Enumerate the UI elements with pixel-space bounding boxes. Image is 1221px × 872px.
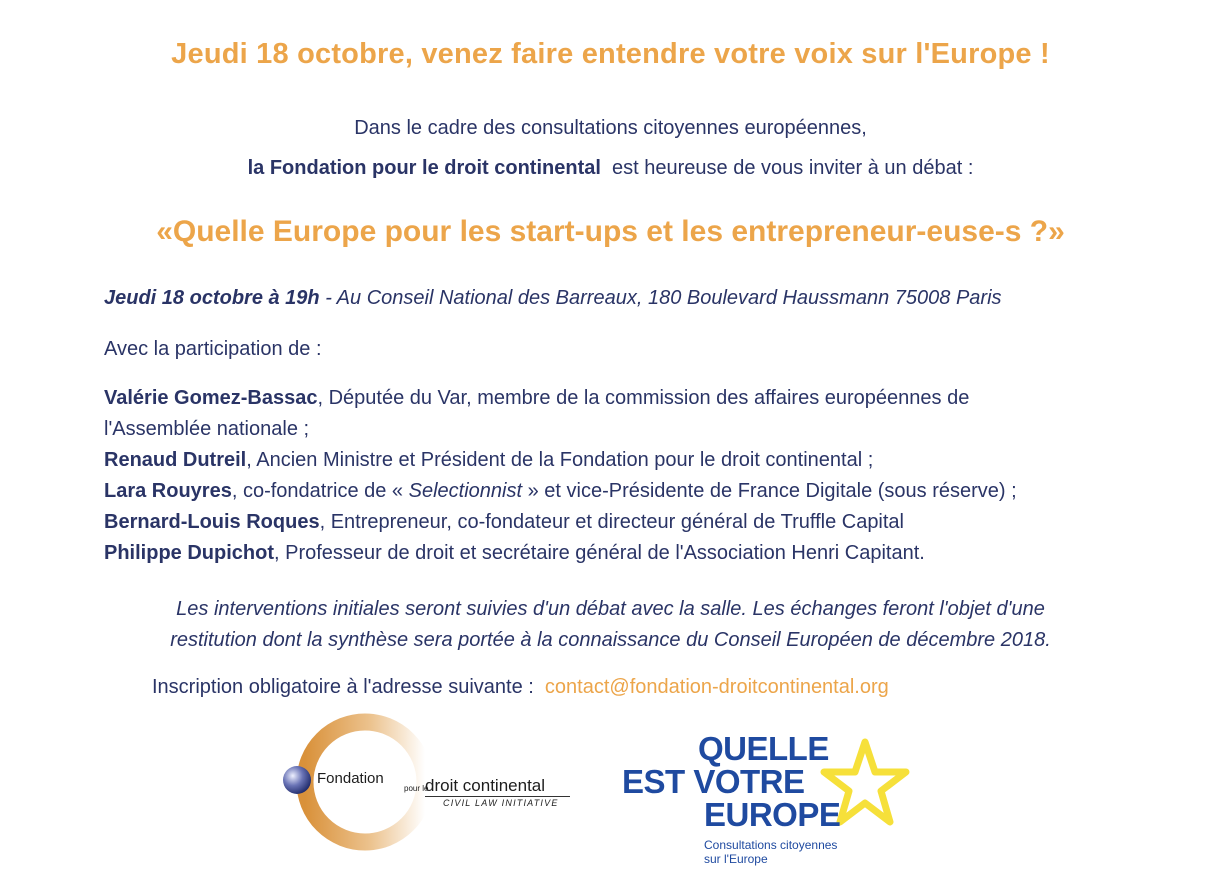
event-date-time: Jeudi 18 octobre à 19h <box>104 287 320 309</box>
participant-desc: , Professeur de droit et secrétaire général de l'Association Henri Capitant. <box>274 542 925 564</box>
participant-name: Renaud Dutreil <box>104 449 247 471</box>
fondation-logo-word: Fondation <box>317 770 384 787</box>
participant-name: Lara Rouyres <box>104 480 232 502</box>
fondation-logo-droit: droit continental <box>425 776 546 795</box>
participant-desc: , Entrepreneur, co-fondateur et directeur général de Truffle Capital <box>319 511 905 533</box>
fondation-logo-pour-le: pour le <box>404 784 429 793</box>
fondation-logo-rule <box>425 796 570 797</box>
participant-desc-continued: l'Assemblée nationale ; <box>104 418 310 440</box>
participant-company: Selectionnist <box>408 480 523 502</box>
participant-name: Philippe Dupichot <box>104 542 274 564</box>
closing-line-2: restitution dont la synthèse sera portée à la connaissance du Conseil Européen de décembre 2018. <box>170 629 1051 651</box>
europe-logo-line-1: QUELLE <box>698 730 829 767</box>
participant-desc: » et vice-Présidente de France Digitale (sous réserve) ; <box>522 480 1017 502</box>
europe-logo-subtitle <box>704 838 837 866</box>
intro-line-2-rest: est heureuse de vous inviter à un débat : <box>600 157 974 179</box>
participant-desc: , co-fondatrice de « <box>231 480 409 502</box>
participant-desc: , Ancien Ministre et Président de la Fondation pour le droit continental ; <box>246 449 874 471</box>
europe-logo-subtitle-2: sur l'Europe <box>704 852 768 866</box>
participant <box>104 538 1017 569</box>
europe-logo-line-2: EST VOTRE <box>622 763 805 800</box>
participant <box>104 445 1017 476</box>
intro-line-2 <box>0 157 1221 180</box>
closing-text <box>0 594 1221 656</box>
closing-line-1: Les interventions initiales seront suivies d'un débat avec la salle. Les échanges feront l'objet d'une <box>176 598 1045 620</box>
participant-name: Bernard-Louis Roques <box>104 511 320 533</box>
event-location: - Au Conseil National des Barreaux, 180 Boulevard Haussmann 75008 Paris <box>319 287 1002 309</box>
debate-title: «Quelle Europe pour les start-ups et les entrepreneur-euse-s ?» <box>156 215 1065 248</box>
europe-logo-line-3: EUROPE <box>704 796 841 833</box>
fondation-logo-tagline: CIVIL LAW INITIATIVE <box>443 798 559 808</box>
intro-line-1: Dans le cadre des consultations citoyennes européennes, <box>354 117 867 139</box>
participant <box>104 476 1017 507</box>
europe-logo-subtitle-1: Consultations citoyennes <box>704 838 838 852</box>
participant <box>104 383 1017 414</box>
inscription <box>152 676 889 699</box>
contact-email-link[interactable]: contact@fondation-droitcontinental.org <box>544 676 889 698</box>
event-details <box>104 287 1002 310</box>
participant-desc: , Députée du Var, membre de la commission des affaires européennes de <box>317 387 970 409</box>
participants-list <box>104 383 1017 569</box>
logo-sphere <box>283 766 311 794</box>
headline: Jeudi 18 octobre, venez faire entendre votre voix sur l'Europe ! <box>171 38 1050 70</box>
participation-label: Avec la participation de : <box>104 338 322 360</box>
participant <box>104 507 1017 538</box>
organizer-name: la Fondation pour le droit continental <box>247 157 601 179</box>
inscription-label: Inscription obligatoire à l'adresse suivante : <box>152 676 545 698</box>
participant-name: Valérie Gomez-Bassac <box>104 387 318 409</box>
